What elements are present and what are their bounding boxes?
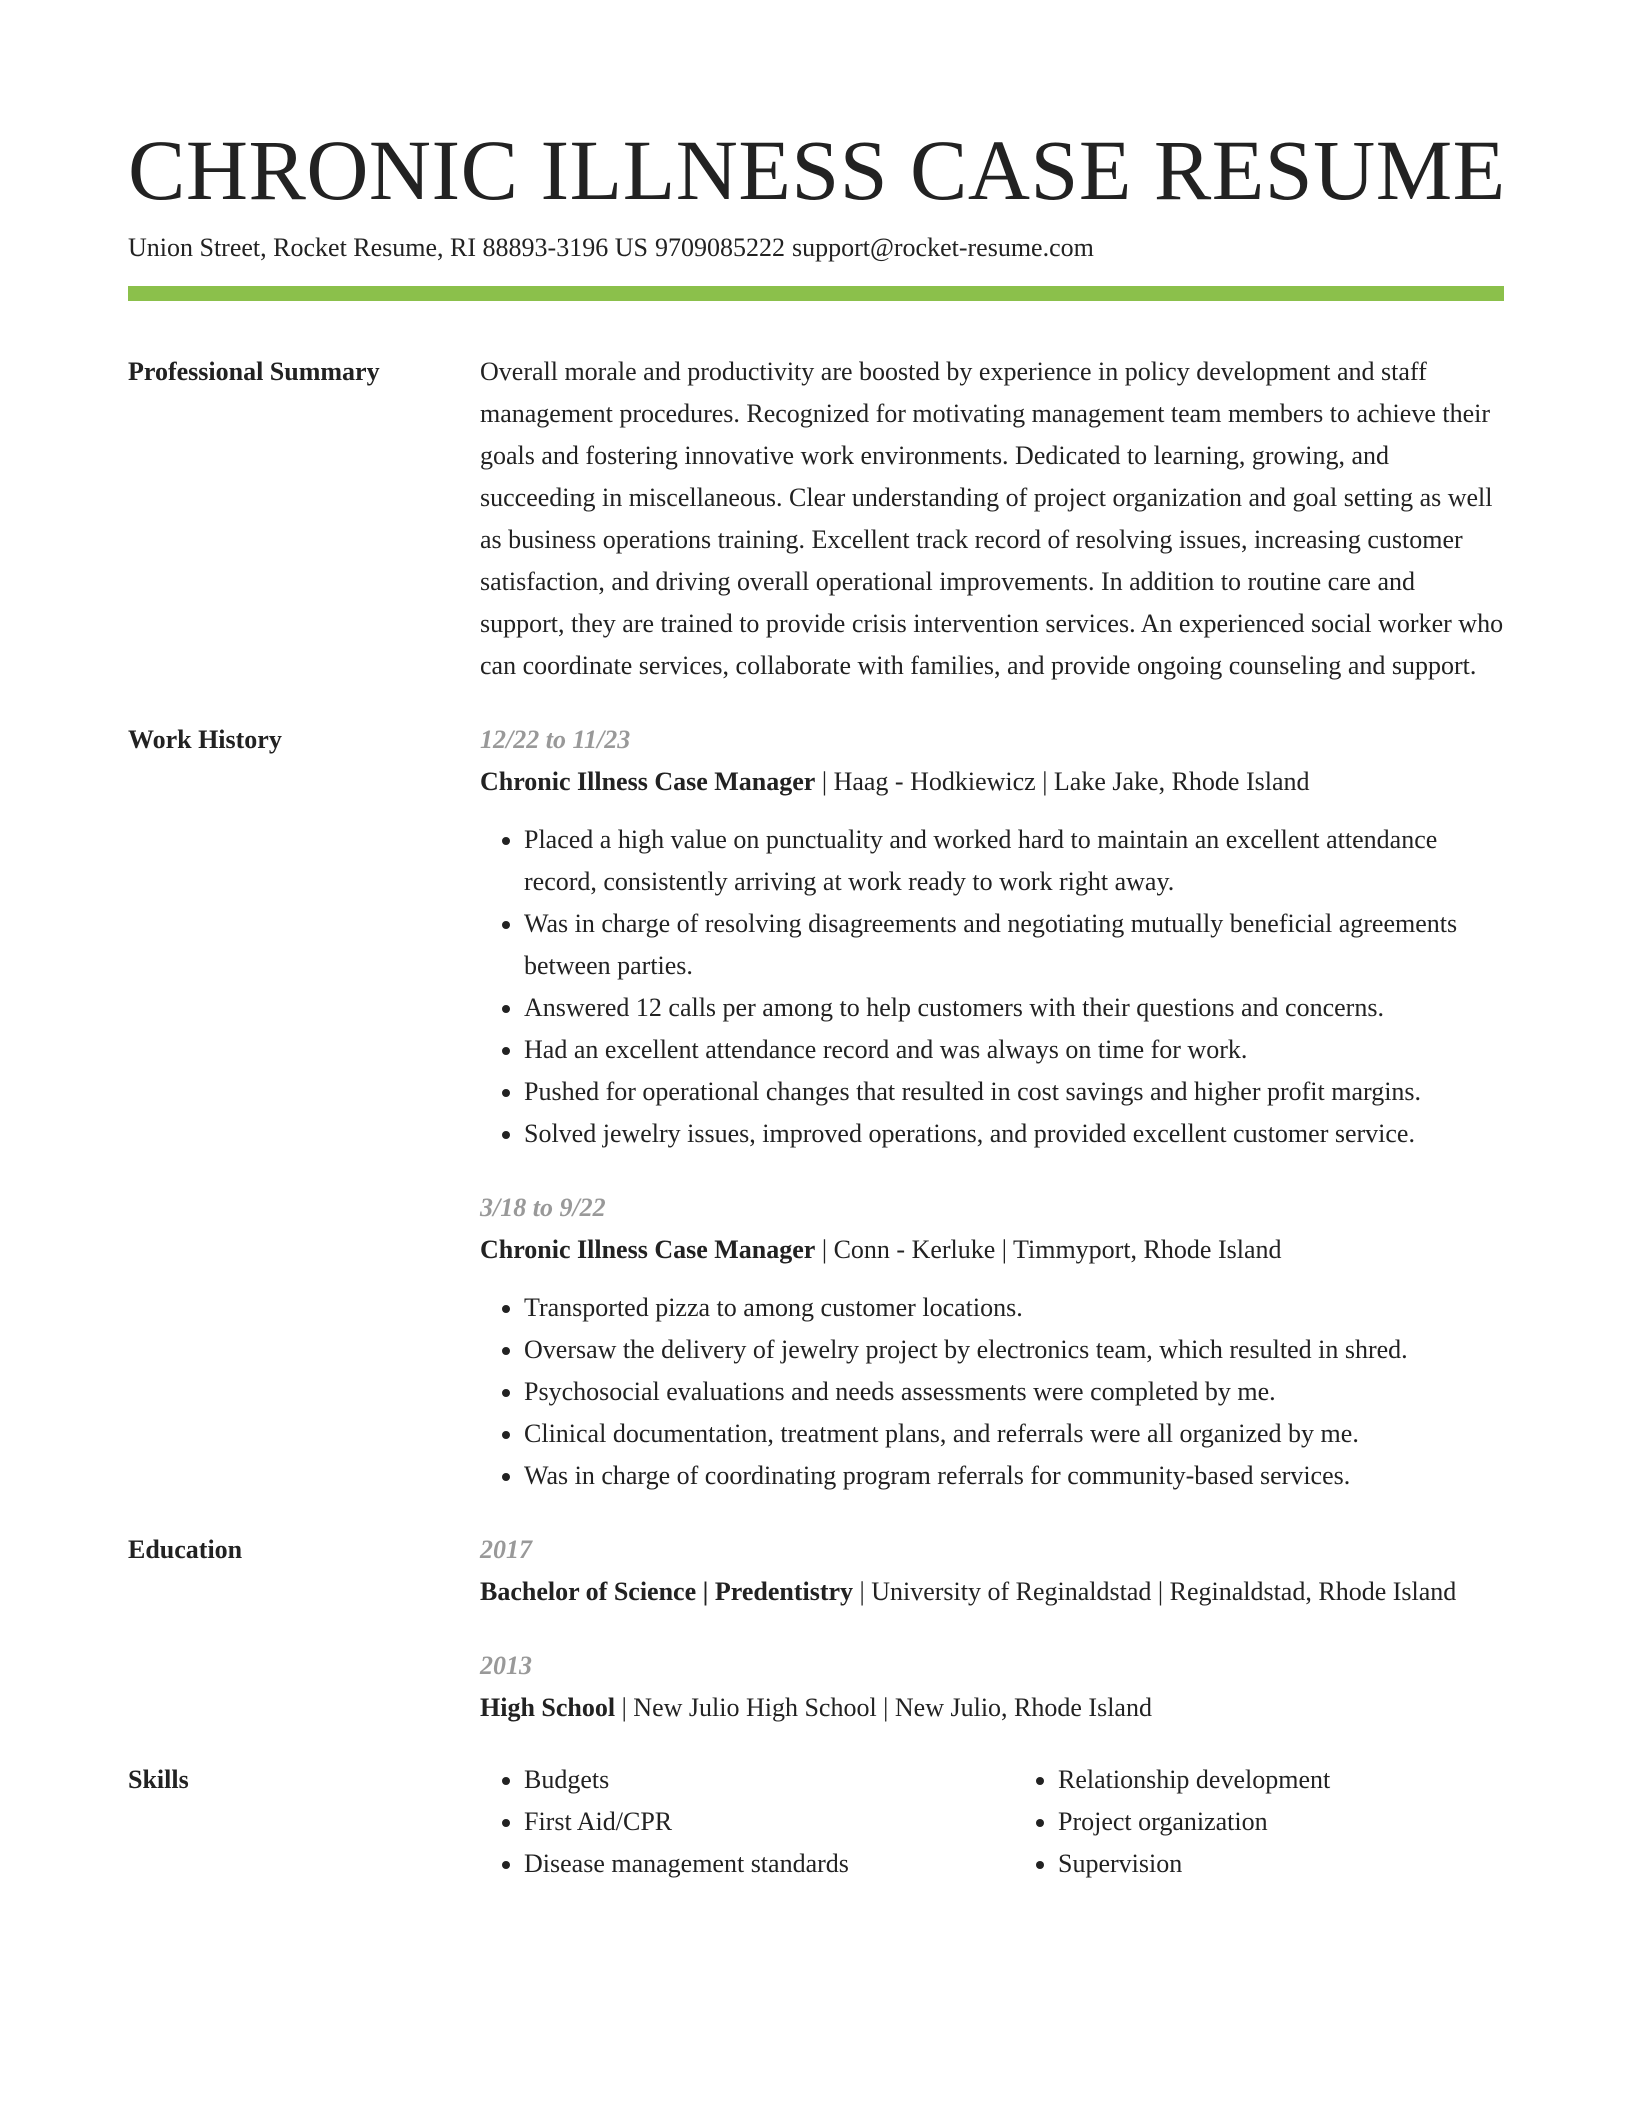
contact-line: [128, 230, 1504, 266]
contact-address: Union Street, Rocket Resume, RI 88893-3196 US: [128, 233, 648, 262]
header-divider: [128, 286, 1504, 301]
job-details: | Conn - Kerluke | Timmyport, Rhode Island: [815, 1235, 1282, 1264]
job-bullet: • Was in charge of coordinating program referrals for community-based services.: [524, 1455, 1504, 1497]
contact-phone: 9709085222: [654, 233, 785, 262]
education-details: | New Julio High School | New Julio, Rhode Island: [615, 1693, 1152, 1722]
job-entry: [480, 1187, 1504, 1497]
education-year: 2013: [480, 1651, 532, 1680]
resume-page: [128, 120, 1504, 1885]
work-history-label: Work History: [128, 725, 282, 754]
education-degree: High School: [480, 1693, 616, 1722]
work-history-section: [128, 719, 1504, 1497]
resume-title: CHRONIC ILLNESS CASE RESUME: [128, 122, 1506, 218]
skill-item: • Relationship development: [1058, 1759, 1504, 1801]
skill-item: • First Aid/CPR: [524, 1801, 970, 1843]
job-bullet: • Was in charge of resolving disagreements and negotiating mutually beneficial agreements between parties.: [524, 903, 1504, 987]
job-bullet: • Had an excellent attendance record and was always on time for work.: [524, 1029, 1504, 1071]
job-bullet: • Oversaw the delivery of jewelry project by electronics team, which resulted in shred.: [524, 1329, 1504, 1371]
education-section: [128, 1529, 1504, 1729]
summary-label: Professional Summary: [128, 357, 380, 386]
job-bullets: [480, 819, 1504, 1155]
skill-item: • Project organization: [1058, 1801, 1504, 1843]
education-line: [480, 1571, 1504, 1613]
work-history-body: [480, 719, 1504, 1497]
skill-item: • Supervision: [1058, 1843, 1504, 1885]
job-bullets: [480, 1287, 1504, 1497]
job-bullet: • Solved jewelry issues, improved operations, and provided excellent customer service.: [524, 1113, 1504, 1155]
education-entry: [480, 1529, 1504, 1613]
skill-item: • Budgets: [524, 1759, 970, 1801]
job-title: Chronic Illness Case Manager: [480, 767, 816, 796]
skill-item: • Disease management standards: [524, 1843, 970, 1885]
summary-text: Overall morale and productivity are boosted by experience in policy development and staff management procedures. Recognized for motivating management team members to achieve their goals and fostering innovative work environments. Dedicated to learning, growing, and succeeding in miscellaneous. Clear understanding of project organization and goal setting as well as business operations training. Excellent track record of resolving issues, increasing customer satisfaction, and driving overall operational improvements. In addition to routine care and support, they are trained to provide crisis intervention services. An experienced social worker who can coordinate services, collaborate with families, and provide ongoing counseling and support.: [480, 357, 1504, 680]
job-bullet: • Psychosocial evaluations and needs assessments were completed by me.: [524, 1371, 1504, 1413]
education-label: Education: [128, 1535, 243, 1564]
job-bullet: • Transported pizza to among customer locations.: [524, 1287, 1504, 1329]
skills-label: Skills: [128, 1765, 189, 1794]
education-year: 2017: [480, 1535, 532, 1564]
summary-section: [128, 351, 1504, 687]
job-bullet: • Answered 12 calls per among to help customers with their questions and concerns.: [524, 987, 1504, 1029]
job-title: Chronic Illness Case Manager: [480, 1235, 816, 1264]
education-details: | University of Reginaldstad | Reginaldstad, Rhode Island: [853, 1577, 1457, 1606]
job-dates: 12/22 to 11/23: [480, 725, 631, 754]
job-title-line: [480, 761, 1504, 803]
skills-section: [128, 1759, 1504, 1885]
job-bullet: • Pushed for operational changes that resulted in cost savings and higher profit margins.: [524, 1071, 1504, 1113]
education-degree: Bachelor of Science | Predentistry: [480, 1577, 854, 1606]
skills-body: [480, 1759, 1504, 1885]
job-bullet: • Clinical documentation, treatment plans, and referrals were all organized by me.: [524, 1413, 1504, 1455]
education-body: [480, 1529, 1504, 1729]
skills-list-right: [1014, 1759, 1504, 1885]
job-dates: 3/18 to 9/22: [480, 1193, 606, 1222]
education-line: [480, 1687, 1504, 1729]
contact-email: support@rocket-resume.com: [791, 233, 1094, 262]
job-details: | Haag - Hodkiewicz | Lake Jake, Rhode Island: [815, 767, 1310, 796]
job-title-line: [480, 1229, 1504, 1271]
skills-list-left: [480, 1759, 970, 1885]
job-bullet: • Placed a high value on punctuality and worked hard to maintain an excellent attendance record, consistently arriving at work ready to work right away.: [524, 819, 1504, 903]
job-entry: [480, 719, 1504, 1155]
education-entry: [480, 1645, 1504, 1729]
